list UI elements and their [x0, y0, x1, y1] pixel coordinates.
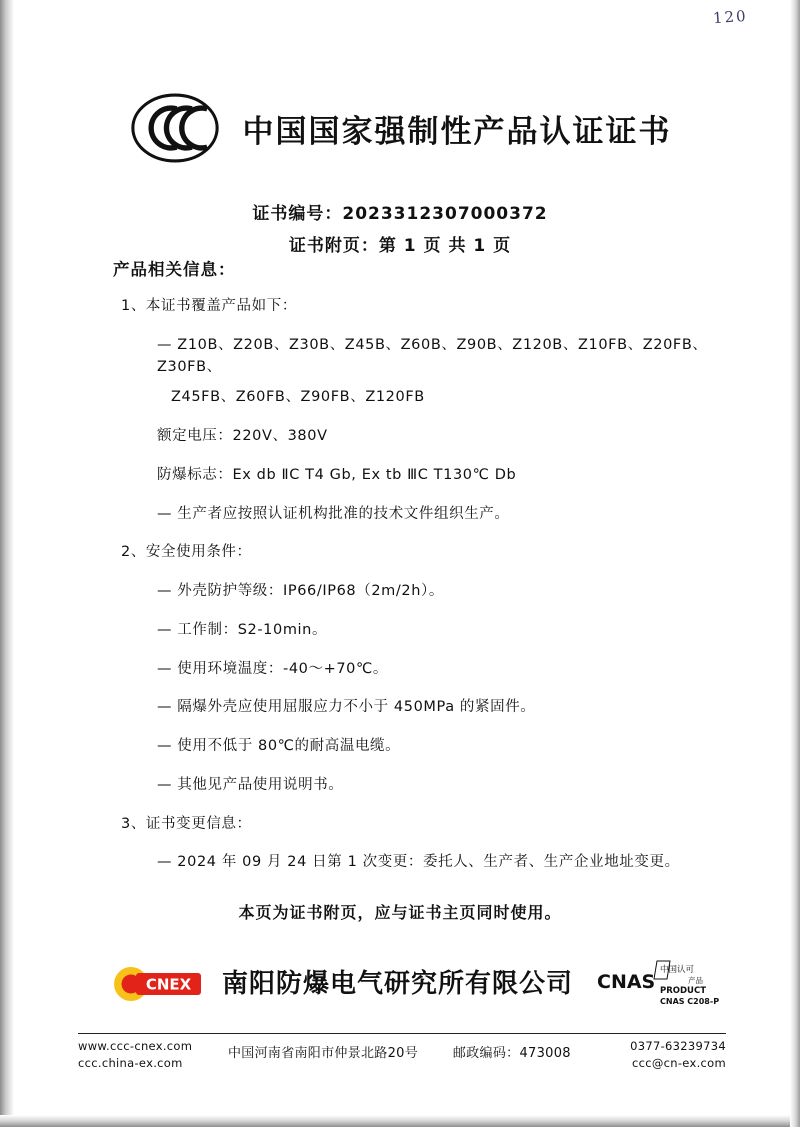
footer-phone-email [630, 1038, 726, 1073]
cnas-accreditation-mark [594, 957, 742, 1009]
address-text: 中国河南省南阳市仲景北路20号 [228, 1046, 419, 1061]
body-item: — 使用环境温度：-40～+70℃。 [157, 660, 388, 677]
website-primary: www.ccc-cnex.com [78, 1039, 193, 1053]
section-title: 产品相关信息： [113, 260, 236, 279]
body-item: — Z10B、Z20B、Z30B、Z45B、Z60B、Z90B、Z120B、Z10FB、Z20FB、Z30FB、 [157, 336, 708, 375]
ccc-logo-icon [129, 92, 221, 164]
certificate-number-value: 2023312307000372 [342, 204, 548, 224]
postcode-value: 473008 [519, 1046, 571, 1061]
body-items [113, 296, 733, 874]
body-item: — 外壳防护等级：IP66/IP68（2m/2h）。 [157, 583, 444, 599]
page-title: 中国国家强制性产品认证证书 [242, 113, 672, 150]
postcode-label: 邮政编码： [452, 1046, 520, 1061]
footer-websites [78, 1038, 192, 1073]
body-item: — 隔爆外壳应使用屈服应力不小于 450MPa 的紧固件。 [157, 699, 536, 716]
svg-text:产品: 产品 [688, 976, 703, 985]
body-item: — 工作制：S2-10min。 [157, 621, 328, 638]
footer-address-line [228, 1042, 571, 1061]
svg-text:中国认可: 中国认可 [660, 965, 695, 975]
body-item: — 其他见产品使用说明书。 [157, 776, 344, 793]
svg-text:CNEX: CNEX [145, 975, 192, 994]
body-item: — 生产者应按照认证机构批准的技术文件组织生产。 [157, 505, 510, 522]
footer-contact-bar [78, 1038, 726, 1078]
website-secondary: ccc.china-ex.com [78, 1056, 183, 1071]
email-address: ccc@cn-ex.com [631, 1056, 726, 1071]
document-header [0, 92, 800, 164]
phone-number: 0377-63239734 [630, 1039, 726, 1053]
body-item: — 使用不低于 80℃的耐高温电缆。 [157, 738, 401, 754]
footer-divider [78, 1033, 726, 1034]
certificate-number-label: 证书编号： [252, 204, 343, 224]
page-note: 本页为证书附页，应与证书主页同时使用。 [238, 903, 562, 922]
page-bottom-shadow [0, 1115, 800, 1127]
company-name: 南阳防爆电气研究所有限公司 [222, 969, 574, 999]
svg-text:PRODUCT: PRODUCT [660, 986, 706, 996]
body-item: 防爆标志：Ex db ⅡC T4 Gb, Ex tb ⅢC T130℃ Db [157, 466, 517, 483]
body-item: Z45FB、Z60FB、Z90FB、Z120FB [171, 389, 425, 406]
body-item: 2、安全使用条件： [121, 544, 252, 561]
body-item: 额定电压：220V、380V [157, 428, 328, 444]
certificate-page-label: 证书附页： [288, 236, 379, 256]
document-body [113, 256, 733, 891]
cnas-text: CNAS [597, 971, 656, 993]
body-item: — 2024 年 09 月 24 日第 1 次变更：委托人、生产者、生产企业地址变更。 [157, 854, 680, 871]
handwritten-annotation: 120 [712, 6, 749, 28]
svg-text:CNAS C208-P: CNAS C208-P [660, 997, 720, 1006]
document-footer [0, 955, 800, 1015]
body-item: 3、证书变更信息： [121, 815, 252, 832]
certificate-number-line [0, 199, 800, 224]
body-item: 1、本证书覆盖产品如下： [121, 298, 297, 314]
cnex-logo-icon [112, 965, 204, 1003]
certificate-page-value: 第 1 页 共 1 页 [378, 236, 512, 256]
certificate-page-line [0, 231, 800, 256]
